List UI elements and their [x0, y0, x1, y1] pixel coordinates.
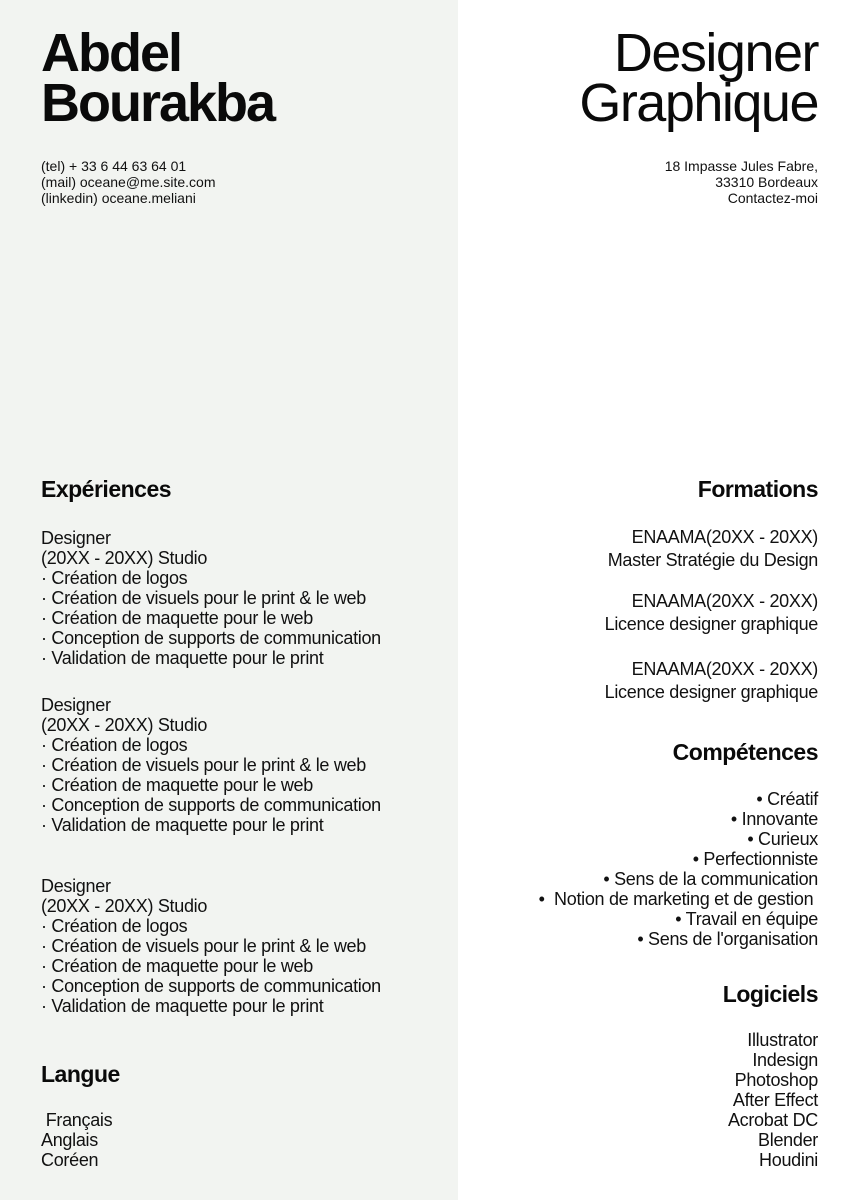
formation-school: ENAAMA(20XX - 20XX)	[631, 527, 818, 547]
software-item: Photoshop	[734, 1070, 818, 1090]
contact-linkedin: (linkedin) oceane.meliani	[41, 190, 196, 206]
job-title-line-2: Graphique	[579, 73, 818, 133]
experience-role: Designer	[41, 876, 111, 896]
experience-entry	[41, 695, 381, 835]
first-name: Abdel	[41, 23, 182, 83]
language-item: Coréen	[41, 1150, 99, 1170]
experience-task: · Validation de maquette pour le print	[41, 815, 324, 835]
formations-heading: Formations	[697, 476, 818, 502]
skill-item: • Notion de marketing et de gestion	[538, 889, 818, 909]
skills-list	[539, 789, 818, 949]
software-list	[728, 1030, 818, 1170]
software-item: Indesign	[752, 1050, 818, 1070]
skill-item: • Sens de l'organisation	[637, 929, 818, 949]
experience-task: · Création de logos	[41, 916, 188, 936]
experience-task: · Validation de maquette pour le print	[41, 648, 324, 668]
skill-item: • Sens de la communication	[603, 869, 818, 889]
experience-task: · Création de maquette pour le web	[41, 608, 313, 628]
skill-item: • Curieux	[747, 829, 818, 849]
formation-degree: Licence designer graphique	[604, 682, 818, 702]
experience-period: (20XX - 20XX) Studio	[41, 896, 208, 916]
logiciels-heading: Logiciels	[722, 981, 818, 1007]
experiences-heading: Expériences	[41, 476, 172, 502]
experience-task: · Conception de supports de communication	[41, 795, 381, 815]
experience-task: · Création de maquette pour le web	[41, 956, 313, 976]
experience-role: Designer	[41, 695, 111, 715]
skill-item: • Innovante	[730, 809, 818, 829]
software-item: Blender	[758, 1130, 818, 1150]
formation-degree: Master Stratégie du Design	[607, 550, 818, 570]
experience-entry	[41, 528, 381, 668]
experience-task: · Conception de supports de communication	[41, 628, 381, 648]
contact-phone: (tel) + 33 6 44 63 64 01	[41, 158, 187, 174]
formation-degree: Licence designer graphique	[604, 614, 818, 634]
formation-entry	[608, 526, 818, 572]
experience-entry	[41, 876, 381, 1016]
experience-period: (20XX - 20XX) Studio	[41, 548, 208, 568]
formation-school: ENAAMA(20XX - 20XX)	[631, 659, 818, 679]
langue-heading: Langue	[41, 1061, 120, 1087]
skill-item: • Travail en équipe	[675, 909, 818, 929]
skill-item: • Perfectionniste	[692, 849, 818, 869]
contact-info	[41, 158, 216, 206]
language-item: Français	[41, 1110, 113, 1130]
competences-heading: Compétences	[672, 739, 818, 765]
contact-cta: Contactez-moi	[727, 190, 818, 206]
job-title-line-1: Designer	[613, 23, 818, 83]
experience-task: · Création de visuels pour le print & le web	[41, 936, 366, 956]
person-name	[41, 23, 275, 133]
experience-role: Designer	[41, 528, 111, 548]
address-info	[665, 158, 818, 206]
address-city: 33310 Bordeaux	[715, 174, 818, 190]
formation-entry	[605, 590, 818, 636]
software-item: After Effect	[732, 1090, 818, 1110]
software-item: Illustrator	[747, 1030, 818, 1050]
experience-task: · Création de logos	[41, 735, 188, 755]
software-item: Houdini	[759, 1150, 818, 1170]
software-item: Acrobat DC	[727, 1110, 818, 1130]
experience-task: · Création de visuels pour le print & le web	[41, 755, 366, 775]
contact-email: (mail) oceane@me.site.com	[41, 174, 216, 190]
job-title	[579, 23, 818, 133]
experience-task: · Création de visuels pour le print & le web	[41, 588, 366, 608]
experience-task: · Validation de maquette pour le print	[41, 996, 324, 1016]
language-list	[41, 1110, 112, 1170]
experience-task: · Conception de supports de communication	[41, 976, 381, 996]
formation-school: ENAAMA(20XX - 20XX)	[631, 591, 818, 611]
experience-task: · Création de logos	[41, 568, 188, 588]
last-name: Bourakba	[41, 73, 275, 133]
skill-item: • Créatif	[756, 789, 818, 809]
language-item: Anglais	[41, 1130, 98, 1150]
experience-task: · Création de maquette pour le web	[41, 775, 313, 795]
experience-period: (20XX - 20XX) Studio	[41, 715, 208, 735]
address-street: 18 Impasse Jules Fabre,	[664, 158, 818, 174]
formation-entry	[605, 658, 818, 704]
